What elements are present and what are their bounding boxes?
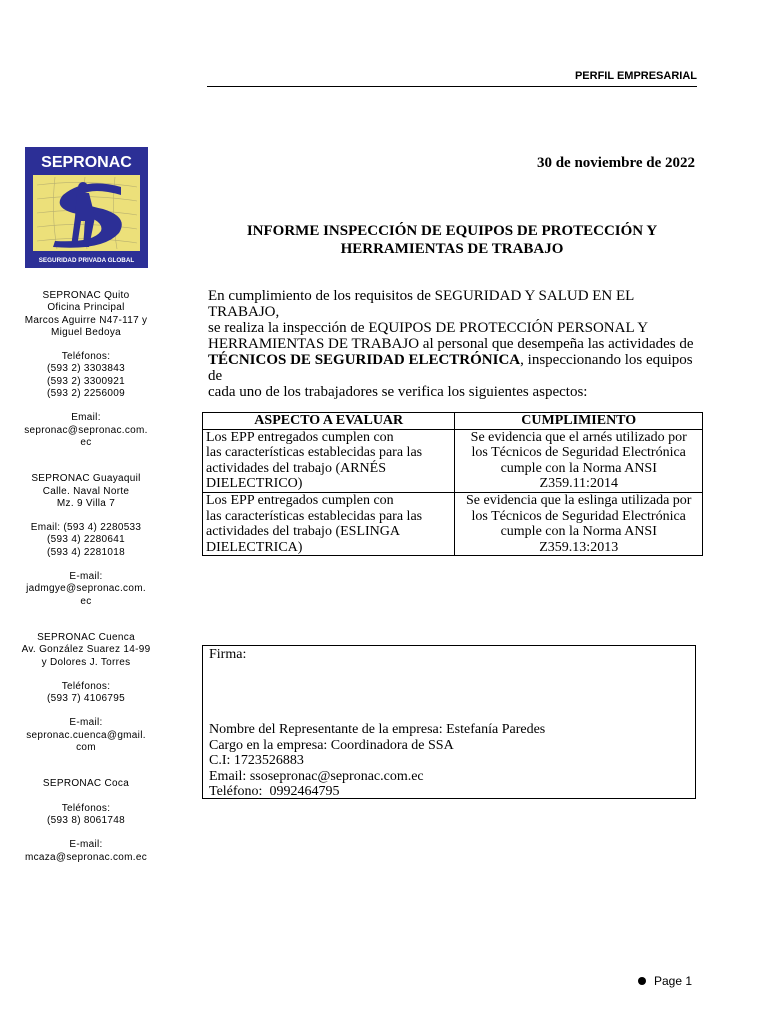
table-row — [203, 429, 703, 492]
cell-line: las características establecidas para las — [206, 508, 423, 524]
title-line: INFORME INSPECCIÓN DE EQUIPOS DE PROTECCIÓN Y — [246, 223, 658, 239]
intro-line — [208, 352, 698, 384]
page-footer — [638, 974, 692, 988]
phone-label: Teléfonos: — [61, 802, 111, 814]
table-row — [203, 492, 703, 555]
logo-graphic — [25, 147, 148, 268]
intro-line: HERRAMIENTAS DE TRABAJO al personal que desempeña las actividades de — [208, 336, 694, 352]
office-line: Miguel Bedoya — [50, 326, 122, 338]
intro-bold-role: TÉCNICOS DE SEGURIDAD ELECTRÓNICA — [208, 352, 521, 368]
result-cell — [455, 429, 703, 492]
cell-line: Los EPP entregados cumplen con — [206, 429, 394, 445]
result-cell — [455, 492, 703, 555]
title-line: HERRAMIENTAS DE TRABAJO — [340, 241, 564, 257]
phone-number: (593 4) 2280641 — [47, 534, 125, 546]
intro-paragraph — [208, 288, 698, 400]
office-quito — [10, 290, 162, 449]
cell-line: Los EPP entregados cumplen con — [206, 492, 394, 508]
email-address: sepronac@sepronac.com. — [24, 424, 148, 436]
email-address: com — [76, 742, 96, 754]
table-header-row — [203, 413, 703, 430]
sidebar-offices — [10, 290, 162, 888]
office-line: y Dolores J. Torres — [41, 656, 131, 668]
phone-label: Teléfonos: — [61, 351, 111, 363]
bullet-icon — [638, 977, 646, 985]
phone-number: (593 2) 3303843 — [47, 363, 125, 375]
phone-label: Teléfonos: — [61, 680, 111, 692]
office-line: Av. González Suarez 14-99 — [21, 644, 151, 656]
office-guayaquil — [10, 473, 162, 608]
phone-number: (593 8) 8061748 — [47, 814, 125, 826]
representative-email: Email: ssosepronac@sepronac.com.ec — [209, 768, 424, 784]
representative-role: Cargo en la empresa: Coordinadora de SSA — [209, 737, 454, 753]
page-number: Page 1 — [654, 974, 693, 988]
cell-line: las características establecidas para las — [206, 445, 423, 461]
inspection-table — [202, 412, 703, 556]
email-label: E-mail: — [69, 571, 103, 583]
sepronac-logo — [25, 147, 148, 268]
office-line: Marcos Aguirre N47-117 y — [24, 314, 148, 326]
representative-phone: Teléfono: 0992464795 — [209, 784, 340, 799]
phone-number: (593 2) 3300921 — [47, 375, 125, 387]
cell-line: Se evidencia que el arnés utilizado por — [470, 429, 687, 445]
representative-name: Nombre del Representante de la empresa: Estefanía Paredes — [209, 722, 546, 737]
signature-details — [209, 722, 545, 800]
signature-box — [202, 645, 696, 799]
intro-line: cada uno de los trabajadores se verifica los siguientes aspectos: — [208, 384, 588, 400]
phone-number: (593 4) 2281018 — [47, 546, 125, 558]
cell-line: DIELECTRICO) — [206, 476, 303, 492]
cell-line: cumple con la Norma ANSI — [500, 460, 657, 476]
email-address: jadmgye@sepronac.com. — [26, 583, 146, 595]
office-line: SEPRONAC Quito — [42, 290, 130, 301]
document-title — [207, 222, 697, 258]
email-label: E-mail: — [69, 839, 103, 851]
page-header-title: PERFIL EMPRESARIAL — [574, 70, 697, 82]
office-line: Oficina Principal — [47, 302, 125, 314]
cell-line: actividades del trabajo (ESLINGA — [206, 524, 400, 540]
cell-line: Z359.11:2014 — [539, 476, 618, 492]
cell-line: Se evidencia que la eslinga utilizada por — [465, 492, 692, 508]
cell-line: DIELECTRICA) — [206, 539, 303, 555]
column-header: CUMPLIMIENTO — [455, 413, 703, 430]
office-line: SEPRONAC Coca — [42, 778, 130, 790]
email-address: ec — [80, 595, 92, 607]
office-line: SEPRONAC Cuenca — [37, 631, 135, 643]
aspect-cell — [203, 492, 455, 555]
cell-line: cumple con la Norma ANSI — [500, 524, 657, 540]
phone-number: (593 2) 2256009 — [47, 388, 125, 400]
email-label: E-mail: — [69, 717, 103, 729]
office-coca — [10, 778, 162, 863]
cell-line: Z359.13:2013 — [539, 539, 619, 555]
cell-line: los Técnicos de Seguridad Electrónica — [471, 445, 686, 461]
phone-number: Email: (593 4) 2280533 — [30, 522, 142, 534]
email-label: Email: — [71, 412, 101, 424]
column-header: ASPECTO A EVALUAR — [203, 413, 455, 430]
office-line: Calle. Naval Norte — [42, 485, 130, 497]
email-address: sepronac.cuenca@gmail. — [26, 729, 146, 741]
phone-number: (593 7) 4106795 — [47, 693, 125, 705]
aspect-cell — [203, 429, 455, 492]
office-line: Mz. 9 Villa 7 — [56, 497, 116, 509]
intro-line-rest: , inspeccionando los equipos de — [208, 352, 693, 384]
intro-line: En cumplimiento de los requisitos de SEGURIDAD Y SALUD EN EL TRABAJO, — [208, 288, 634, 320]
svg-text:SEPRONAC: SEPRONAC — [41, 154, 132, 171]
representative-id: C.I: 1723526883 — [209, 753, 304, 768]
svg-text:SEGURIDAD PRIVADA GLOBAL: SEGURIDAD PRIVADA GLOBAL — [38, 257, 135, 264]
office-line: SEPRONAC Guayaquil — [31, 473, 141, 485]
intro-line: se realiza la inspección de EQUIPOS DE PROTECCIÓN PERSONAL Y — [208, 320, 649, 336]
email-address: ec — [80, 436, 92, 448]
email-address: mcaza@sepronac.com.ec — [24, 851, 148, 863]
office-cuenca — [10, 632, 162, 754]
cell-line: actividades del trabajo (ARNÉS — [206, 460, 387, 476]
header-rule — [207, 86, 697, 87]
document-date: 30 de noviembre de 2022 — [536, 155, 695, 171]
cell-line: los Técnicos de Seguridad Electrónica — [471, 508, 686, 524]
signature-label: Firma: — [209, 647, 247, 662]
